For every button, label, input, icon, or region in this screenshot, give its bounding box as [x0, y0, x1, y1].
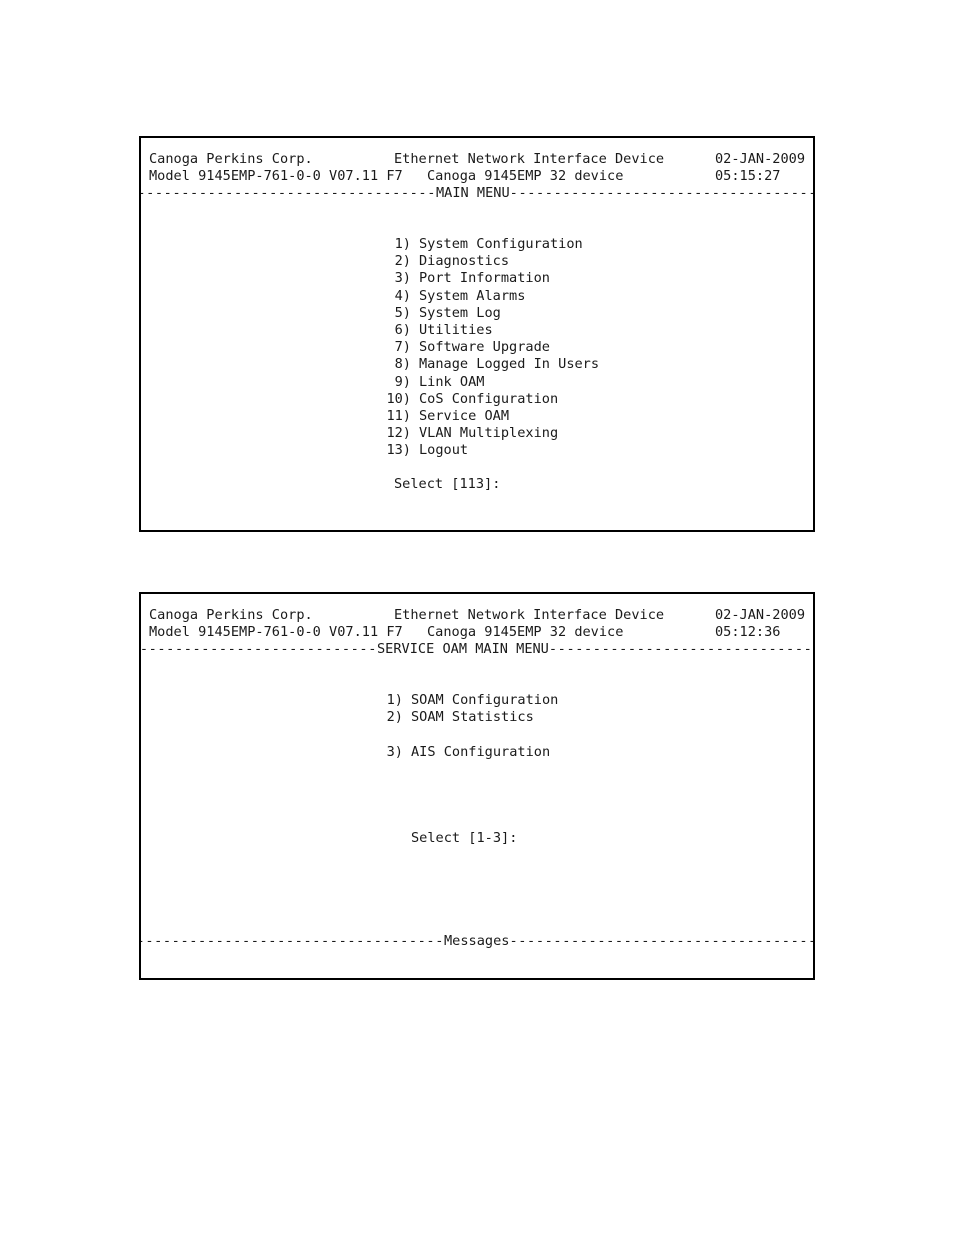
- menu-item-manage-logged-in-users[interactable]: 8) Manage Logged In Users: [394, 356, 600, 373]
- messages-divider: [141, 933, 813, 950]
- menu-item-cos-configuration[interactable]: 10) CoS Configuration: [386, 390, 559, 407]
- header-date: 02-JAN-2009: [715, 151, 806, 167]
- product-name: Ethernet Network Interface Device: [394, 151, 665, 167]
- menu-item-port-information[interactable]: 3) Port Information: [394, 270, 550, 287]
- menu-spacer: [378, 726, 558, 743]
- menu-item-soam-statistics[interactable]: 2) SOAM Statistics: [386, 709, 534, 726]
- header-time: 05:15:27: [715, 168, 781, 184]
- service-oam-menu-list: [378, 692, 558, 761]
- main-menu-list: [386, 236, 599, 459]
- model-version: Model 9145EMP-761-0-0 V07.11 F7: [149, 624, 403, 640]
- menu-item-service-oam[interactable]: 11) Service OAM: [386, 407, 510, 424]
- header-time: 05:12:36: [715, 624, 781, 640]
- menu-item-ais-configuration[interactable]: 3) AIS Configuration: [386, 743, 551, 760]
- menu-item-system-log[interactable]: 5) System Log: [394, 304, 501, 321]
- menu-title: MAIN MENU: [436, 185, 510, 201]
- product-name: Ethernet Network Interface Device: [394, 607, 665, 623]
- messages-title: Messages: [444, 933, 510, 949]
- menu-item-soam-configuration[interactable]: 1) SOAM Configuration: [386, 692, 559, 708]
- company-name: Canoga Perkins Corp.: [149, 151, 313, 167]
- company-name: Canoga Perkins Corp.: [149, 607, 313, 623]
- main-menu-terminal: [139, 136, 815, 532]
- menu-item-link-oam[interactable]: 9) Link OAM: [394, 373, 485, 390]
- menu-item-logout[interactable]: 13) Logout: [386, 442, 469, 459]
- model-version: Model 9145EMP-761-0-0 V07.11 F7: [149, 168, 403, 184]
- menu-item-software-upgrade[interactable]: 7) Software Upgrade: [394, 339, 550, 356]
- menu-title: SERVICE OAM MAIN MENU: [377, 641, 549, 657]
- service-oam-menu-divider: [141, 641, 813, 658]
- main-menu-divider: [141, 185, 813, 202]
- menu-item-diagnostics[interactable]: 2) Diagnostics: [394, 253, 510, 270]
- menu-item-system-alarms[interactable]: 4) System Alarms: [394, 287, 526, 304]
- select-prompt[interactable]: Select [113]:: [394, 476, 501, 492]
- menu-item-utilities[interactable]: 6) Utilities: [394, 321, 493, 338]
- menu-item-vlan-multiplexing[interactable]: 12) VLAN Multiplexing: [386, 425, 559, 442]
- select-prompt[interactable]: Select [1-3]:: [411, 830, 518, 846]
- menu-item-system-configuration[interactable]: 1) System Configuration: [394, 236, 583, 252]
- device-name: Canoga 9145EMP 32 device: [427, 168, 624, 184]
- service-oam-menu-terminal: [139, 592, 815, 980]
- header-date: 02-JAN-2009: [715, 607, 806, 623]
- device-name: Canoga 9145EMP 32 device: [427, 624, 624, 640]
